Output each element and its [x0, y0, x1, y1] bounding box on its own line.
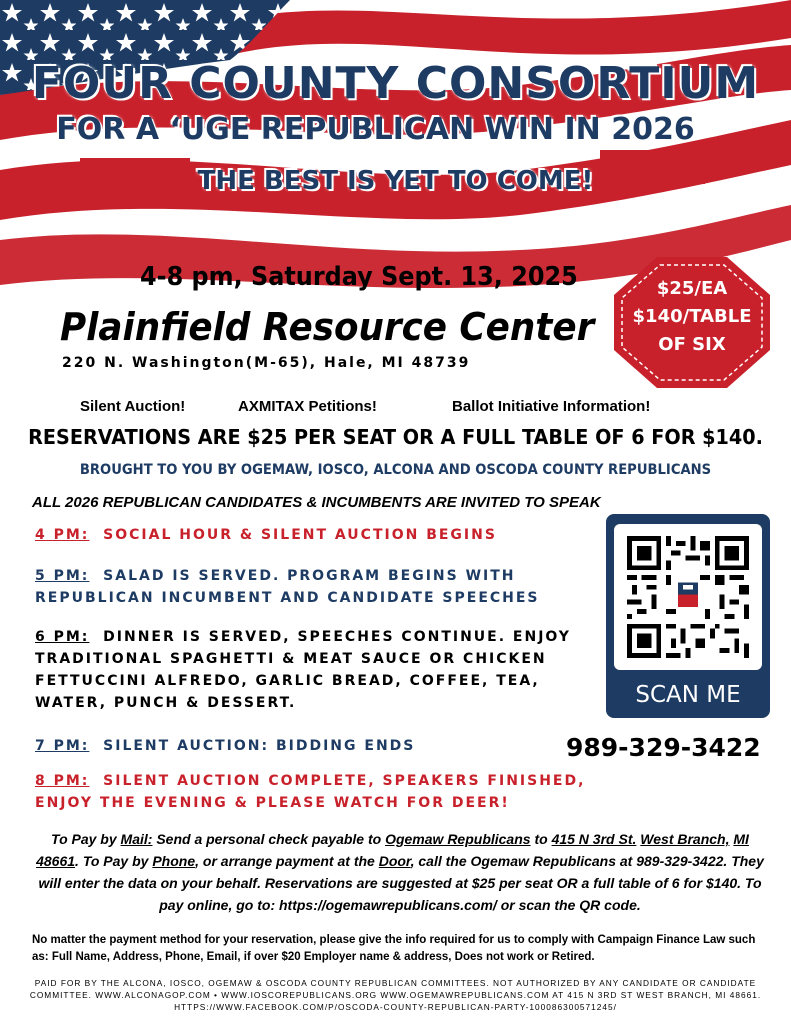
event-title: FOUR COUNTY CONSORTIUM	[31, 58, 760, 109]
price-per-table: $140/TABLE	[632, 306, 752, 327]
schedule-text: SILENT AUCTION: BIDDING ENDS	[103, 738, 416, 754]
event-datetime: 4-8 pm, Saturday Sept. 13, 2025	[140, 262, 578, 292]
pay-text: Send a personal check payable to	[152, 831, 386, 847]
pay-city: West Branch,	[640, 831, 730, 847]
schedule-time: 7 PM:	[35, 738, 90, 754]
schedule-time: 8 PM:	[35, 773, 90, 789]
event-subtitle: FOR A ‘UGE REPUBLICAN WIN IN 2026	[56, 112, 695, 147]
sponsors-line: BROUGHT TO YOU BY OGEMAW, IOSCO, ALCONA AND OSCODA COUNTY REPUBLICANS	[79, 462, 712, 478]
schedule-text: SALAD IS SERVED. PROGRAM BEGINS WITH REPUBLICAN INCUMBENT AND CANDIDATE SPEECHES	[35, 568, 540, 606]
reservation-headline: RESERVATIONS ARE $25 PER SEAT OR A FULL TABLE OF 6 FOR $140.	[28, 425, 763, 449]
event-venue: Plainfield Resource Center	[60, 305, 595, 349]
feature-ballot-info: Ballot Initiative Information!	[452, 398, 651, 415]
schedule-text: DINNER IS SERVED, SPEECHES CONTINUE. ENJOY TRADITIONAL SPAGHETTI & MEAT SAUCE OR CHICKEN FETTUCCINI ALFREDO, GARLIC BREAD, COFFEE, TEA, WATER, PUNCH & DESSERT.	[35, 629, 571, 711]
campaign-finance-notice: No matter the payment method for your reservation, please give the info required for us to comply with Campaign Finance Law such as: Full Name, Address, Phone, Email, if over $20 Employer name & address, Does not work or Retired.	[32, 934, 756, 963]
schedule-time: 5 PM:	[35, 568, 90, 584]
price-table-size: OF SIX	[658, 334, 726, 355]
schedule-time: 6 PM:	[35, 629, 90, 645]
price-badge-text	[612, 275, 772, 359]
schedule-time: 4 PM:	[35, 527, 90, 543]
qr-code-icon[interactable]	[627, 536, 749, 658]
pay-text: . To Pay by	[75, 853, 153, 869]
pay-street: 415 N 3rd St.	[551, 831, 637, 847]
pay-text: , call the Ogemaw Republicans at 989-329-3422. They will enter the data on your behalf. Reservations are suggested at $25 per seat OR a full table of 6 for $140. To pay online, go to: https://ogemawrepublicans.com/ or scan the QR code.	[38, 853, 764, 913]
pay-door: Door	[378, 853, 411, 869]
pay-text: , or arrange payment at the	[195, 853, 379, 869]
price-per-seat: $25/EA	[656, 278, 728, 299]
payment-instructions	[30, 828, 770, 916]
schedule-text: SILENT AUCTION COMPLETE, SPEAKERS FINISHED, ENJOY THE EVENING & PLEASE WATCH FOR DEER!	[35, 773, 586, 811]
pay-text: To Pay by	[51, 831, 121, 847]
scan-me-label: SCAN ME	[635, 682, 741, 708]
pay-phone: Phone	[152, 853, 196, 869]
paid-for-disclaimer: PAID FOR BY THE ALCONA, IOSCO, OGEMAW & OSCODA COUNTY REPUBLICAN COMMITTEES. NOT AUTHORIZED BY ANY CANDIDATE OR CANDIDATE COMMITTEE. WWW.ALCONAGOP.COM • WWW.IOSCOREPUBLICANS.ORG WWW.OGEMAWREPUBLICANS.COM AT 415 N 3RD ST WEST BRANCH, MI 48661. HTTPS://WWW.FACEBOOK.COM/P/OSCODA-COUNTY-REPUBLICAN-PARTY-100086300571245/	[29, 978, 762, 1012]
pay-payee: Ogemaw Republicans	[385, 831, 531, 847]
schedule-item-4pm	[35, 524, 497, 546]
speaker-invite: ALL 2026 REPUBLICAN CANDIDATES & INCUMBENTS ARE INVITED TO SPEAK	[32, 494, 601, 511]
feature-silent-auction: Silent Auction!	[80, 398, 186, 415]
event-tagline: THE BEST IS YET TO COME!	[197, 166, 594, 196]
schedule-text: SOCIAL HOUR & SILENT AUCTION BEGINS	[103, 527, 497, 543]
pay-mail: Mail:	[120, 831, 153, 847]
schedule-item-6pm	[35, 626, 595, 714]
contact-phone[interactable]: 989-329-3422	[566, 733, 761, 762]
schedule-item-8pm	[35, 770, 635, 814]
schedule-item-5pm	[35, 565, 595, 609]
schedule-item-7pm	[35, 735, 415, 757]
pay-zip: MI 48661	[36, 831, 749, 869]
pay-text: to	[530, 831, 552, 847]
event-address: 220 N. Washington(M-65), Hale, MI 48739	[62, 355, 471, 371]
feature-petitions: AXMITAX Petitions!	[238, 398, 377, 415]
